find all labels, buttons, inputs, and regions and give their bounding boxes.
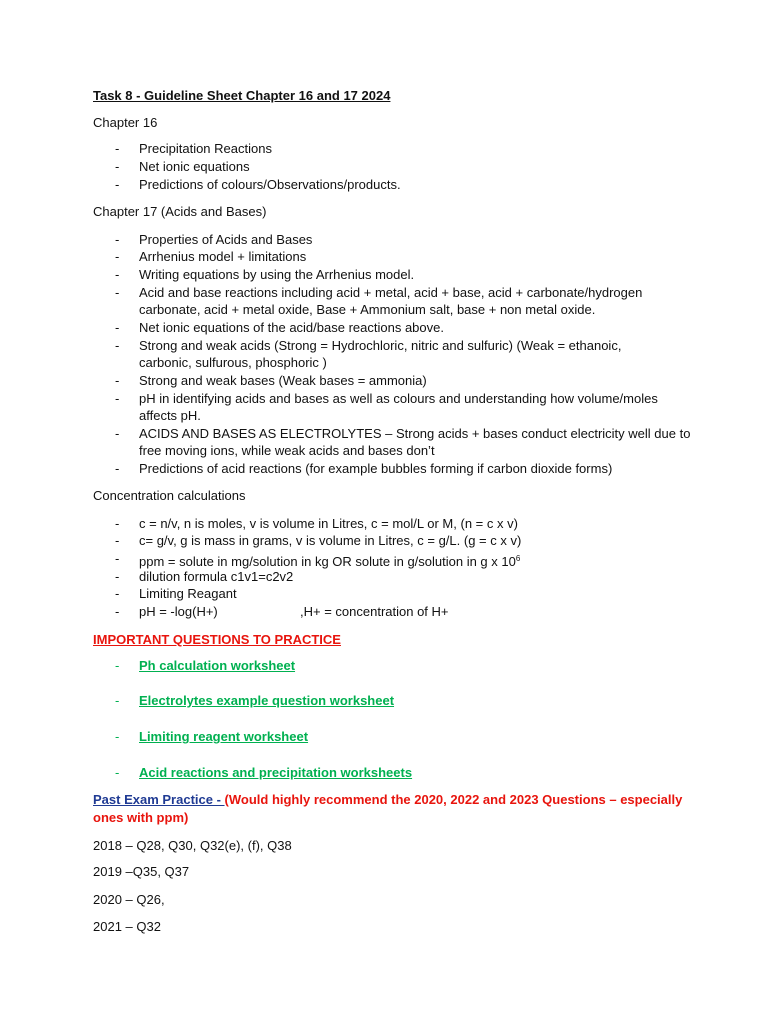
past-exam-year: 2018 – Q28, Q30, Q32(e), (f), Q38	[93, 838, 292, 853]
chapter17-heading: Chapter 17 (Acids and Bases)	[93, 204, 267, 219]
concentration-heading: Concentration calculations	[93, 488, 246, 503]
worksheet-link[interactable]: Limiting reagent worksheet	[139, 729, 309, 744]
important-heading: IMPORTANT QUESTIONS TO PRACTICE	[93, 632, 341, 647]
document-page: Task 8 - Guideline Sheet Chapter 16 and 17 2024 Chapter 16 - Precipitation Reactions - Net ionic equations - Predictions of colours/Observations/products. Chapter 17 (Acids and Bases) - Properties of Acids and Bases - Arrhenius model + limitations - Writing equations by using the Arrhenius model. - Acid and base reactions including acid + metal, acid + base, acid + carbonate/hydrogen carbonate, acid + metal oxide, Base + Ammonium salt, base + non metal oxide. - Net ionic equations of the acid/base reactions above. - Strong and weak acids (Strong = Hydrochloric, nitric and sulfuric) (Weak = ethanoic, carbonic, sulfurous, phosphoric ) - Strong and weak bases (Weak bases = ammonia) - pH in identifying acids and bases as well as colours and understanding how volume/moles affects pH. - ACIDS AND BASES AS ELECTROLYTES – Strong acids + bases conduct electricity well due to free moving ions, while weak acids and bases don’t - Predictions of acid reactions (for example bubbles forming if carbon dioxide forms) Concentration calculations - c = n/v, n is moles, v is volume in Litres, c = mol/L or M, (n = c x v) - c= g/v, g is mass in grams, v is volume in Litres, c = g/L. (g = c x v) - ppm = solute in mg/solution in kg OR solute in g/solution in g x $10^6$ - dilution formula c1v1=c2v2 - Limiting Reagant - pH = -log(H+) ,H+ = concentration of H+ IMPORTANT QUESTIONS TO PRACTICE - Ph calculation worksheet - Electrolytes example question worksheet - Limiting reagent worksheet - Acid reactions and precipitation worksheets Past Exam Practice - (Would highly recommend the 2020, 2022 and 2023 Questions – especially ones with ppm) 2018 – Q28, Q30, Q32(e), (f), Q38 2019 –Q35, Q37 2020 – Q26, 2021 – Q32	[93, 88, 691, 934]
worksheet-link[interactable]: Ph calculation worksheet	[139, 658, 296, 673]
chapter16-heading: Chapter 16	[93, 115, 158, 130]
superscript-exponent: 6	[515, 554, 521, 563]
past-exam-year: 2019 –Q35, Q37	[93, 864, 190, 879]
past-exam-label: Past Exam Practice -	[93, 792, 225, 807]
worksheet-link[interactable]: Electrolytes example question worksheet	[139, 693, 395, 708]
past-exam-note: (Would highly recommend the 2020, 2022 and 2023 Questions – especially	[224, 792, 683, 807]
past-exam-note-continuation: ones with ppm)	[93, 810, 189, 825]
past-exam-year: 2020 – Q26,	[93, 892, 165, 907]
worksheet-link[interactable]: Acid reactions and precipitation worksheets	[139, 765, 413, 780]
past-exam-year: 2021 – Q32	[93, 919, 161, 934]
past-exam-line	[93, 792, 682, 808]
page-title: Task 8 - Guideline Sheet Chapter 16 and 17 2024	[93, 88, 391, 103]
